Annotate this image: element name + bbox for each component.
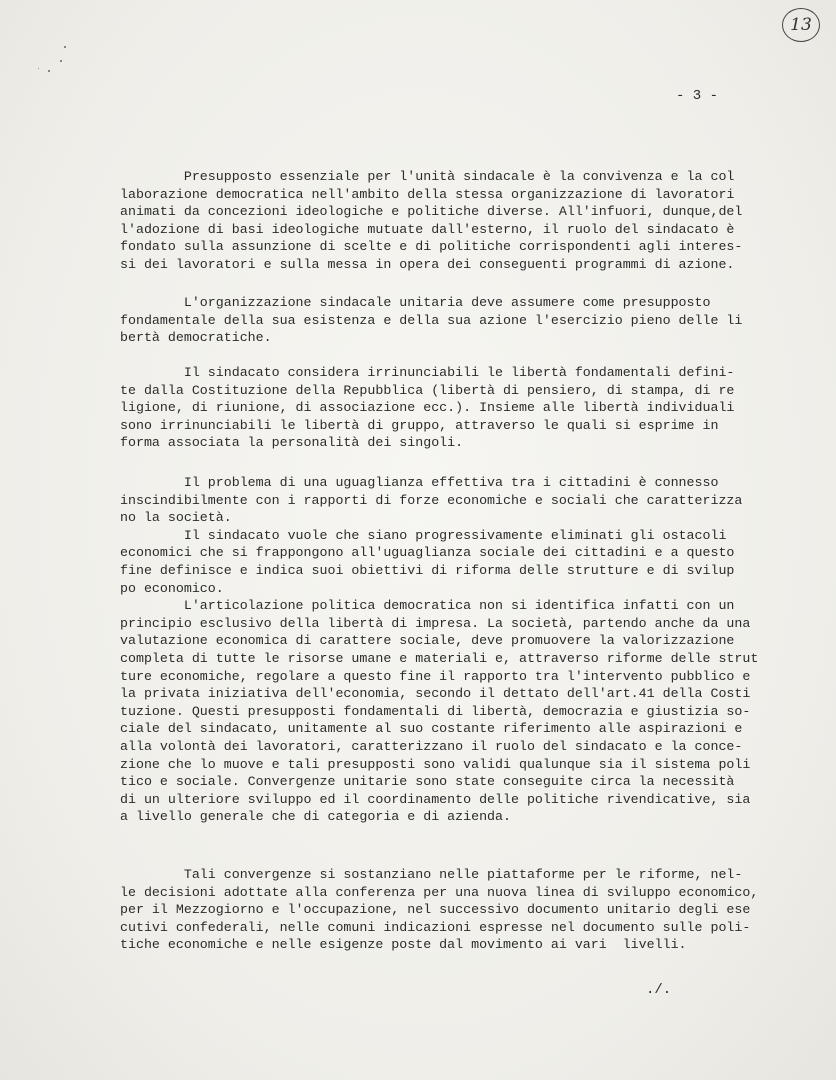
text-line: po economico. <box>120 580 224 596</box>
text-line: tuzione. Questi presupposti fondamentali di libertà, democrazia e giustizia so- <box>120 703 751 719</box>
paragraph-2 <box>120 294 780 347</box>
text-line: di un ulteriore sviluppo ed il coordinamento delle politiche rivendicative, sia <box>120 791 751 807</box>
page-number: - 3 - <box>676 88 719 104</box>
text-line: valutazione economica di carattere sociale, deve promuovere la valorizzazione <box>120 633 735 649</box>
text-line: Il sindacato vuole che siano progressivamente eliminati gli ostacoli <box>120 527 727 543</box>
scan-speck <box>38 68 39 69</box>
text-line: le decisioni adottate alla conferenza per una nuova linea di sviluppo economico, <box>120 884 759 900</box>
text-line: la privata iniziativa dell'economia, secondo il dettato dell'art.41 della Costi <box>120 686 751 702</box>
text-line: ciale del sindacato, unitamente al suo costante riferimento alle aspirazioni e <box>120 721 743 737</box>
text-line: sono irrinunciabili le libertà di gruppo, attraverso le quali si esprime in <box>120 417 719 433</box>
text-line: l'adozione di basi ideologiche mutuate dall'esterno, il ruolo del sindacato è <box>120 221 735 237</box>
text-line: laborazione democratica nell'ambito della stessa organizzazione di lavoratori <box>120 186 735 202</box>
text-line: ligione, di riunione, di associazione ecc.). Insieme alle libertà individuali <box>120 400 735 416</box>
text-line: tico e sociale. Convergenze unitarie sono state conseguite circa la necessità <box>120 774 735 790</box>
text-line: si dei lavoratori e sulla messa in opera dei conseguenti programmi di azione. <box>120 256 735 272</box>
text-line: inscindibilmente con i rapporti di forze economiche e sociali che caratterizza <box>120 492 743 508</box>
text-line: L'organizzazione sindacale unitaria deve assumere come presupposto <box>120 295 711 310</box>
scan-speck <box>48 70 50 72</box>
text-line: te dalla Costituzione della Repubblica (libertà di pensiero, di stampa, di re <box>120 382 735 398</box>
text-line: Tali convergenze si sostanziano nelle piattaforme per le riforme, nel- <box>120 867 743 882</box>
paragraph-3 <box>120 364 780 452</box>
handwritten-page-label: 13 <box>782 8 820 42</box>
text-line: cutivi confederali, nelle comuni indicazioni espresse nel documento sulle poli- <box>120 919 751 935</box>
text-line: no la società. <box>120 510 232 526</box>
text-line: fine definisce e indica suoi obiettivi di riforma delle strutture e di svilup <box>120 562 735 578</box>
text-line: per il Mezzogiorno e l'occupazione, nel successivo documento unitario degli ese <box>120 902 751 918</box>
text-line: Il sindacato considera irrinunciabili le libertà fondamentali defini- <box>120 365 735 380</box>
text-line: L'articolazione politica democratica non si identifica infatti con un <box>120 598 735 614</box>
text-line: bertà democratiche. <box>120 330 272 346</box>
paragraph-5 <box>120 866 780 954</box>
text-line: economici che si frappongono all'uguaglianza sociale dei cittadini e a questo <box>120 545 735 561</box>
text-line: animati da concezioni ideologiche e politiche diverse. All'infuori, dunque,del <box>120 204 743 220</box>
continuation-mark: ./. <box>646 982 672 998</box>
scan-speck <box>60 60 62 62</box>
text-line: completa di tutte le risorse umane e materiali e, attraverso riforme delle strut <box>120 650 759 666</box>
text-line: zione che lo muove e tali presupposti sono validi qualunque sia il sistema poli <box>120 756 751 772</box>
text-line: ture economiche, regolare a questo fine il rapporto tra l'intervento pubblico e <box>120 668 751 684</box>
paragraph-4 <box>120 474 780 826</box>
text-line: fondamentale della sua esistenza e della sua azione l'esercizio pieno delle li <box>120 312 743 328</box>
text-line: tiche economiche e nelle esigenze poste dal movimento ai vari livelli. <box>120 937 687 953</box>
text-line: alla volontà dei lavoratori, caratterizzano il ruolo del sindacato e la conce- <box>120 738 743 754</box>
text-line: fondato sulla assunzione di scelte e di politiche corrispondenti agli interes- <box>120 239 743 255</box>
text-line: a livello generale che di categoria e di azienda. <box>120 809 511 825</box>
paragraph-1 <box>120 168 780 274</box>
scan-speck <box>64 46 66 48</box>
text-line: Presupposto essenziale per l'unità sindacale è la convivenza e la col <box>120 169 735 184</box>
text-line: principio esclusivo della libertà di impresa. La società, partendo anche da una <box>120 615 751 631</box>
text-line: Il problema di una uguaglianza effettiva tra i cittadini è connesso <box>120 475 719 490</box>
text-line: forma associata la personalità dei singoli. <box>120 435 464 451</box>
